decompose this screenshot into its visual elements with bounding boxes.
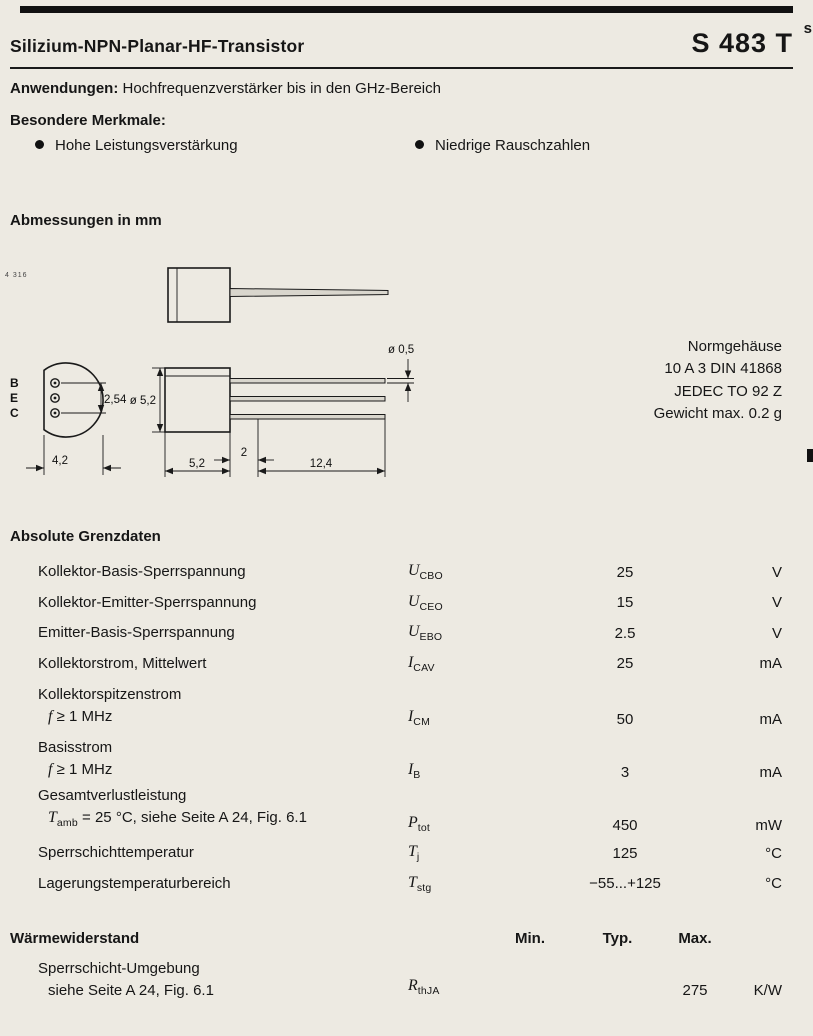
param-name: Emitter-Basis-Sperrspannung [38, 624, 235, 642]
dimension-lead-offset: 2 [240, 447, 248, 459]
table-row [10, 785, 792, 838]
param-name: Sperrschichttemperatur [38, 844, 194, 862]
param-unit: K/W [753, 982, 782, 999]
param-symbol: $U_{CEO}$ [408, 592, 443, 613]
column-header-typ: Typ. [602, 930, 633, 947]
package-front-view [130, 344, 414, 477]
param-name: Lagerungstemperaturbereich [38, 874, 231, 892]
pin-label-b: B [10, 376, 19, 390]
case-note: JEDEC TO 92 Z [674, 382, 782, 400]
feature-text: Hohe Leistungsverstärkung [55, 137, 238, 154]
param-condition: f ≥ 1 MHz [48, 761, 113, 778]
feature-item [35, 137, 238, 154]
param-condition: f ≥ 1 MHz [48, 708, 113, 725]
param-unit: mA [759, 655, 782, 673]
param-name: Sperrschicht-Umgebung siehe Seite A 24, Fig. 6.1 [10, 958, 400, 1002]
param-name: Kollektor-Emitter-Sperrspannung [38, 593, 257, 611]
case-note: 10 A 3 DIN 41868 [664, 360, 782, 378]
param-unit: °C [765, 844, 782, 862]
dimensions-heading: Abmessungen in mm [10, 212, 162, 229]
column-header-max: Max. [678, 930, 712, 947]
applications-line [10, 80, 441, 97]
page-edge-letter: s [803, 20, 812, 37]
table-row [10, 649, 792, 680]
param-unit: V [771, 563, 782, 581]
case-info-block [654, 336, 782, 426]
dimension-lead-length: 12,4 [309, 458, 333, 470]
param-condition: $T_{amb} = 25$ °C, siehe Seite A 24, Fig. 6.1 [48, 809, 307, 829]
param-unit: V [771, 594, 782, 612]
param-name: Kollektor-Basis-Sperrspannung [38, 563, 246, 581]
param-name: Gesamtverlustleistung $T_{amb} = 25$ °C, siehe Seite A 24, Fig. 6.1 [10, 785, 400, 834]
table-row [10, 732, 792, 785]
param-symbol: $R_{thJA}$ [408, 977, 440, 997]
param-symbol: $P_{tot}$ [408, 814, 430, 834]
table-row [10, 588, 792, 619]
applications-label: Anwendungen: [10, 80, 119, 97]
param-name: Kollektorstrom, Mittelwert [38, 654, 207, 672]
param-unit: mA [759, 764, 782, 781]
table-row [10, 958, 792, 1002]
param-symbol: $T_{stg}$ [408, 873, 432, 894]
dimension-body-length: 5,2 [189, 458, 205, 470]
case-note: Normgehäuse [687, 338, 782, 355]
feature-item [415, 137, 590, 154]
pin-label-e: E [10, 391, 19, 405]
thermal-header-row [10, 928, 792, 950]
param-value: 3 [620, 764, 630, 781]
param-value: 50 [616, 711, 634, 728]
column-header-min: Min. [515, 930, 545, 947]
document-header [10, 28, 793, 69]
top-rule-bar [20, 6, 793, 13]
feature-text: Niedrige Rauschzahlen [435, 137, 591, 154]
table-row [10, 838, 792, 869]
param-unit: mA [759, 711, 782, 728]
bullet-icon [415, 140, 424, 149]
dimension-pin-pitch: 2,54 [104, 394, 127, 406]
param-value: −55...+125 [589, 875, 661, 893]
applications-text: Hochfrequenzverstärker bis in den GHz-Bereich [122, 80, 441, 97]
pin-label-c: C [10, 406, 19, 420]
param-symbol: $I_{CAV}$ [408, 653, 435, 674]
param-unit: mW [755, 817, 782, 834]
param-name: Kollektorspitzenstrom f ≥ 1 MHz [10, 684, 400, 728]
param-value: 25 [616, 655, 634, 673]
param-value: 450 [612, 817, 638, 834]
dimension-flat-width: 4,2 [52, 455, 68, 467]
part-number: S 483 T [691, 28, 793, 58]
param-max: 275 [682, 982, 708, 999]
param-value: 125 [612, 844, 638, 862]
dimension-lead-diameter: ø 0,5 [388, 344, 415, 356]
param-symbol: $I_B$ [408, 761, 421, 781]
absolute-maximum-ratings-section [10, 528, 792, 899]
param-condition: siehe Seite A 24, Fig. 6.1 [48, 982, 214, 999]
table-row [10, 557, 792, 588]
param-value: 25 [616, 563, 634, 581]
ratings-heading: Absolute Grenzdaten [10, 528, 161, 545]
features-label: Besondere Merkmale: [10, 112, 166, 129]
param-unit: V [771, 624, 782, 642]
bullet-icon [35, 140, 44, 149]
param-unit: °C [765, 875, 782, 893]
page-title: Silizium-NPN-Planar-HF-Transistor [10, 36, 305, 56]
param-symbol: $U_{EBO}$ [408, 623, 443, 644]
table-row [10, 618, 792, 649]
table-row [10, 679, 792, 732]
param-symbol: $T_j$ [408, 843, 420, 864]
dimension-body-diameter: ø 5,2 [129, 395, 156, 407]
param-symbol: $U_{CBO}$ [408, 562, 443, 583]
margin-print-note: 4 316 [5, 272, 28, 279]
param-symbol: $I_{CM}$ [408, 708, 431, 728]
thermal-resistance-section [10, 928, 792, 1002]
case-note: Gewicht max. 0.2 g [653, 405, 782, 423]
param-name: Basisstrom f ≥ 1 MHz [10, 737, 400, 781]
package-bottom-view [10, 363, 127, 475]
package-side-view [168, 268, 388, 322]
thermal-heading: Wärmewiderstand [10, 930, 140, 947]
param-value: 2.5 [614, 624, 636, 642]
table-row [10, 869, 792, 900]
param-value: 15 [616, 594, 634, 612]
